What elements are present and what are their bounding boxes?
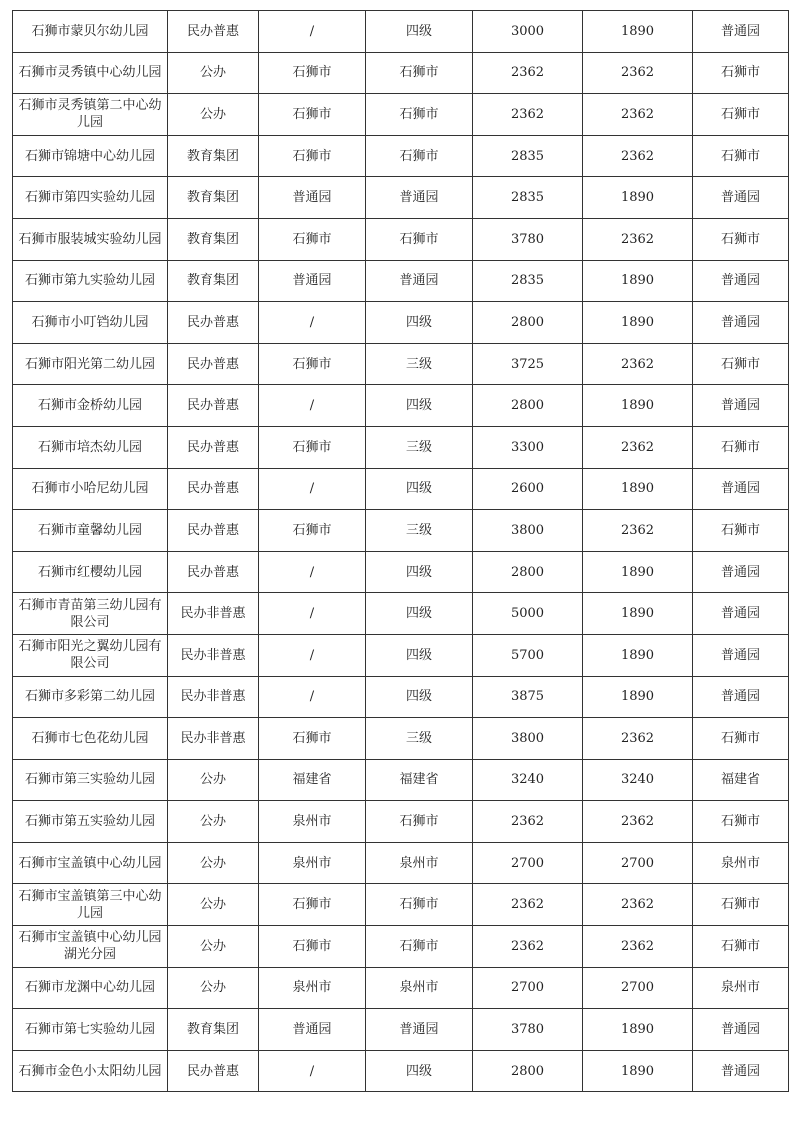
rating-b-cell: 石狮市 [366,884,473,926]
fee-a-cell: 3800 [473,718,583,760]
rating-b-cell: 普通园 [366,1009,473,1051]
fee-b-cell: 2700 [583,842,693,884]
fee-a-cell: 2800 [473,1050,583,1092]
fee-b-cell: 2362 [583,926,693,968]
school-type-cell: 民办非普惠 [168,634,259,676]
rating-a-cell: 泉州市 [259,842,366,884]
fee-b-cell: 2362 [583,884,693,926]
rating-b-cell: 四级 [366,676,473,718]
table-row [13,551,789,593]
fee-a-cell: 2362 [473,926,583,968]
kindergarten-name-cell: 石狮市宝盖镇第三中心幼儿园 [13,884,168,926]
rating-b-cell: 泉州市 [366,967,473,1009]
rating-a-cell: 石狮市 [259,884,366,926]
school-type-cell: 公办 [168,52,259,94]
category-cell: 普通园 [693,177,789,219]
fee-a-cell: 5700 [473,634,583,676]
rating-b-cell: 石狮市 [366,926,473,968]
table-row [13,302,789,344]
fee-b-cell: 2362 [583,801,693,843]
rating-b-cell: 三级 [366,718,473,760]
fee-a-cell: 2700 [473,842,583,884]
fee-a-cell: 2835 [473,135,583,177]
school-type-cell: 民办普惠 [168,510,259,552]
rating-b-cell: 普通园 [366,260,473,302]
table-row [13,801,789,843]
fee-b-cell: 1890 [583,260,693,302]
kindergarten-name-cell: 石狮市宝盖镇中心幼儿园 [13,842,168,884]
table-row [13,177,789,219]
school-type-cell: 教育集团 [168,260,259,302]
category-cell: 普通园 [693,1050,789,1092]
school-type-cell: 民办非普惠 [168,676,259,718]
rating-a-cell: / [259,302,366,344]
fee-b-cell: 2362 [583,94,693,136]
fee-b-cell: 1890 [583,11,693,53]
table-row [13,593,789,635]
category-cell: 石狮市 [693,135,789,177]
kindergarten-name-cell: 石狮市灵秀镇第二中心幼儿园 [13,94,168,136]
fee-b-cell: 2362 [583,135,693,177]
fee-a-cell: 3875 [473,676,583,718]
category-cell: 石狮市 [693,52,789,94]
table-row [13,260,789,302]
school-type-cell: 民办非普惠 [168,593,259,635]
school-type-cell: 公办 [168,94,259,136]
fee-b-cell: 1890 [583,593,693,635]
rating-b-cell: 泉州市 [366,842,473,884]
school-type-cell: 民办普惠 [168,343,259,385]
school-type-cell: 教育集团 [168,177,259,219]
category-cell: 普通园 [693,302,789,344]
rating-a-cell: / [259,385,366,427]
rating-b-cell: 石狮市 [366,94,473,136]
kindergarten-name-cell: 石狮市第四实验幼儿园 [13,177,168,219]
category-cell: 普通园 [693,551,789,593]
school-type-cell: 教育集团 [168,218,259,260]
kindergarten-fee-table [12,10,789,1092]
category-cell: 普通园 [693,1009,789,1051]
fee-a-cell: 2362 [473,94,583,136]
rating-a-cell: 福建省 [259,759,366,801]
rating-b-cell: 石狮市 [366,52,473,94]
school-type-cell: 公办 [168,884,259,926]
school-type-cell: 教育集团 [168,1009,259,1051]
fee-a-cell: 3300 [473,426,583,468]
table-row [13,343,789,385]
rating-b-cell: 四级 [366,11,473,53]
table-row [13,11,789,53]
table-row [13,218,789,260]
rating-b-cell: 三级 [366,343,473,385]
school-type-cell: 公办 [168,801,259,843]
table-row [13,426,789,468]
kindergarten-name-cell: 石狮市宝盖镇中心幼儿园湖光分园 [13,926,168,968]
rating-b-cell: 四级 [366,1050,473,1092]
rating-b-cell: 石狮市 [366,218,473,260]
rating-b-cell: 石狮市 [366,135,473,177]
rating-a-cell: / [259,634,366,676]
fee-b-cell: 2362 [583,52,693,94]
fee-b-cell: 2362 [583,718,693,760]
kindergarten-name-cell: 石狮市金桥幼儿园 [13,385,168,427]
kindergarten-name-cell: 石狮市金色小太阳幼儿园 [13,1050,168,1092]
rating-a-cell: 石狮市 [259,218,366,260]
school-type-cell: 民办普惠 [168,11,259,53]
rating-a-cell: 石狮市 [259,94,366,136]
rating-b-cell: 四级 [366,468,473,510]
kindergarten-name-cell: 石狮市第三实验幼儿园 [13,759,168,801]
rating-a-cell: 泉州市 [259,967,366,1009]
category-cell: 石狮市 [693,343,789,385]
category-cell: 石狮市 [693,718,789,760]
fee-b-cell: 1890 [583,676,693,718]
category-cell: 普通园 [693,634,789,676]
rating-a-cell: 石狮市 [259,52,366,94]
fee-a-cell: 2835 [473,260,583,302]
rating-a-cell: 普通园 [259,260,366,302]
table-row [13,634,789,676]
category-cell: 普通园 [693,468,789,510]
fee-a-cell: 3000 [473,11,583,53]
category-cell: 石狮市 [693,926,789,968]
category-cell: 普通园 [693,11,789,53]
rating-b-cell: 三级 [366,510,473,552]
fee-a-cell: 2800 [473,302,583,344]
school-type-cell: 民办非普惠 [168,718,259,760]
rating-a-cell: 普通园 [259,177,366,219]
rating-a-cell: 石狮市 [259,718,366,760]
school-type-cell: 公办 [168,967,259,1009]
rating-a-cell: 石狮市 [259,926,366,968]
rating-b-cell: 四级 [366,302,473,344]
fee-b-cell: 1890 [583,551,693,593]
fee-a-cell: 2835 [473,177,583,219]
fee-b-cell: 2362 [583,426,693,468]
kindergarten-name-cell: 石狮市服装城实验幼儿园 [13,218,168,260]
table-row [13,135,789,177]
rating-b-cell: 四级 [366,385,473,427]
school-type-cell: 民办普惠 [168,302,259,344]
category-cell: 石狮市 [693,426,789,468]
kindergarten-name-cell: 石狮市第九实验幼儿园 [13,260,168,302]
rating-a-cell: 石狮市 [259,426,366,468]
fee-a-cell: 5000 [473,593,583,635]
fee-b-cell: 1890 [583,1050,693,1092]
school-type-cell: 公办 [168,842,259,884]
school-type-cell: 民办普惠 [168,468,259,510]
category-cell: 普通园 [693,385,789,427]
kindergarten-name-cell: 石狮市红樱幼儿园 [13,551,168,593]
category-cell: 泉州市 [693,842,789,884]
fee-a-cell: 2600 [473,468,583,510]
kindergarten-name-cell: 石狮市多彩第二幼儿园 [13,676,168,718]
school-type-cell: 民办普惠 [168,385,259,427]
table-row [13,718,789,760]
category-cell: 石狮市 [693,94,789,136]
rating-a-cell: 石狮市 [259,343,366,385]
fee-a-cell: 2800 [473,551,583,593]
category-cell: 普通园 [693,676,789,718]
fee-a-cell: 2700 [473,967,583,1009]
rating-a-cell: / [259,551,366,593]
table-row [13,676,789,718]
kindergarten-name-cell: 石狮市青苗第三幼儿园有限公司 [13,593,168,635]
table-row [13,52,789,94]
category-cell: 石狮市 [693,218,789,260]
school-type-cell: 民办普惠 [168,551,259,593]
category-cell: 普通园 [693,260,789,302]
fee-a-cell: 2362 [473,884,583,926]
category-cell: 石狮市 [693,510,789,552]
rating-a-cell: / [259,593,366,635]
rating-b-cell: 石狮市 [366,801,473,843]
table-row [13,1050,789,1092]
table-row [13,1009,789,1051]
rating-b-cell: 四级 [366,551,473,593]
school-type-cell: 教育集团 [168,135,259,177]
kindergarten-name-cell: 石狮市龙渊中心幼儿园 [13,967,168,1009]
fee-b-cell: 1890 [583,634,693,676]
rating-a-cell: / [259,11,366,53]
table-row [13,759,789,801]
fee-a-cell: 2362 [473,52,583,94]
category-cell: 石狮市 [693,801,789,843]
table-row [13,510,789,552]
rating-b-cell: 福建省 [366,759,473,801]
fee-b-cell: 2700 [583,967,693,1009]
kindergarten-name-cell: 石狮市阳光之翼幼儿园有限公司 [13,634,168,676]
category-cell: 泉州市 [693,967,789,1009]
table-body [13,11,789,1092]
table-row [13,926,789,968]
rating-a-cell: / [259,676,366,718]
fee-a-cell: 3240 [473,759,583,801]
table-row [13,967,789,1009]
table-row [13,468,789,510]
category-cell: 普通园 [693,593,789,635]
fee-b-cell: 1890 [583,302,693,344]
fee-a-cell: 2362 [473,801,583,843]
fee-a-cell: 2800 [473,385,583,427]
fee-b-cell: 1890 [583,177,693,219]
table-row [13,842,789,884]
kindergarten-name-cell: 石狮市蒙贝尔幼儿园 [13,11,168,53]
rating-a-cell: 泉州市 [259,801,366,843]
rating-a-cell: 普通园 [259,1009,366,1051]
rating-b-cell: 三级 [366,426,473,468]
school-type-cell: 公办 [168,759,259,801]
kindergarten-name-cell: 石狮市灵秀镇中心幼儿园 [13,52,168,94]
kindergarten-name-cell: 石狮市培杰幼儿园 [13,426,168,468]
table-row [13,385,789,427]
fee-b-cell: 1890 [583,1009,693,1051]
fee-a-cell: 3780 [473,1009,583,1051]
fee-b-cell: 3240 [583,759,693,801]
school-type-cell: 民办普惠 [168,1050,259,1092]
kindergarten-name-cell: 石狮市阳光第二幼儿园 [13,343,168,385]
kindergarten-name-cell: 石狮市第五实验幼儿园 [13,801,168,843]
fee-b-cell: 2362 [583,343,693,385]
rating-a-cell: / [259,468,366,510]
fee-a-cell: 3780 [473,218,583,260]
kindergarten-name-cell: 石狮市锦塘中心幼儿园 [13,135,168,177]
fee-b-cell: 2362 [583,218,693,260]
fee-a-cell: 3800 [473,510,583,552]
fee-b-cell: 2362 [583,510,693,552]
kindergarten-name-cell: 石狮市童馨幼儿园 [13,510,168,552]
kindergarten-name-cell: 石狮市七色花幼儿园 [13,718,168,760]
fee-b-cell: 1890 [583,385,693,427]
kindergarten-name-cell: 石狮市第七实验幼儿园 [13,1009,168,1051]
fee-a-cell: 3725 [473,343,583,385]
fee-b-cell: 1890 [583,468,693,510]
rating-b-cell: 四级 [366,634,473,676]
kindergarten-name-cell: 石狮市小哈尼幼儿园 [13,468,168,510]
kindergarten-name-cell: 石狮市小叮铛幼儿园 [13,302,168,344]
rating-b-cell: 普通园 [366,177,473,219]
rating-b-cell: 四级 [366,593,473,635]
rating-a-cell: 石狮市 [259,510,366,552]
school-type-cell: 公办 [168,926,259,968]
rating-a-cell: / [259,1050,366,1092]
category-cell: 福建省 [693,759,789,801]
table-row [13,94,789,136]
category-cell: 石狮市 [693,884,789,926]
school-type-cell: 民办普惠 [168,426,259,468]
table-row [13,884,789,926]
rating-a-cell: 石狮市 [259,135,366,177]
